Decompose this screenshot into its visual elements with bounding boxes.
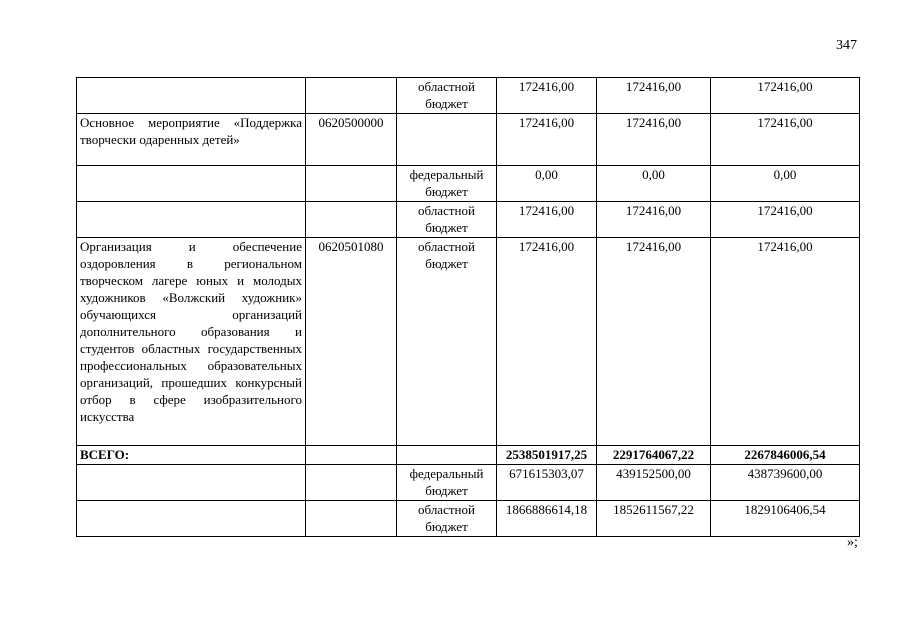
table-row-total	[77, 446, 860, 465]
row-value-3: 172416,00	[711, 78, 860, 114]
row-value-2: 0,00	[597, 166, 711, 202]
row-value-1: 1866886614,18	[497, 501, 597, 537]
row-funding-source: областной бюджет	[397, 202, 497, 238]
total-label: ВСЕГО:	[77, 446, 306, 465]
row-value-2: 172416,00	[597, 114, 711, 166]
table-row	[77, 78, 860, 114]
row-value-3: 0,00	[711, 166, 860, 202]
row-value-2: 172416,00	[597, 78, 711, 114]
row-value-2: 172416,00	[597, 202, 711, 238]
closing-quote: »;	[847, 535, 858, 550]
row-value-3: 1829106406,54	[711, 501, 860, 537]
row-value-2: 1852611567,22	[597, 501, 711, 537]
row-funding-source	[397, 114, 497, 166]
page-number: 347	[836, 38, 857, 53]
row-funding-source: федеральный бюджет	[397, 166, 497, 202]
row-code: 0620501080	[306, 238, 397, 446]
row-value-3: 438739600,00	[711, 465, 860, 501]
row-funding-source: федеральный бюджет	[397, 465, 497, 501]
row-value-1: 172416,00	[497, 202, 597, 238]
row-code	[306, 501, 397, 537]
row-code	[306, 446, 397, 465]
row-description: Основное мероприятие «Поддержка творчески одаренных детей»	[77, 114, 306, 166]
row-code	[306, 465, 397, 501]
row-value-1: 0,00	[497, 166, 597, 202]
row-funding-source: областной бюджет	[397, 238, 497, 446]
row-value-3: 172416,00	[711, 114, 860, 166]
row-value-2: 439152500,00	[597, 465, 711, 501]
table-row	[77, 166, 860, 202]
row-description	[77, 166, 306, 202]
row-value-2: 172416,00	[597, 238, 711, 446]
row-code: 0620500000	[306, 114, 397, 166]
row-value-1: 671615303,07	[497, 465, 597, 501]
row-funding-source	[397, 446, 497, 465]
row-value-1: 172416,00	[497, 114, 597, 166]
table-row	[77, 202, 860, 238]
row-value-1: 172416,00	[497, 78, 597, 114]
budget-table	[76, 77, 860, 537]
total-value-2: 2291764067,22	[597, 446, 711, 465]
table-row	[77, 465, 860, 501]
row-funding-source: областной бюджет	[397, 501, 497, 537]
row-value-1: 172416,00	[497, 238, 597, 446]
row-funding-source: областной бюджет	[397, 78, 497, 114]
total-value-1: 2538501917,25	[497, 446, 597, 465]
table-row	[77, 238, 860, 446]
row-description	[77, 202, 306, 238]
total-value-3: 2267846006,54	[711, 446, 860, 465]
row-description	[77, 465, 306, 501]
row-code	[306, 202, 397, 238]
row-code	[306, 78, 397, 114]
row-description	[77, 78, 306, 114]
row-description	[77, 501, 306, 537]
row-value-3: 172416,00	[711, 238, 860, 446]
row-value-3: 172416,00	[711, 202, 860, 238]
table-row	[77, 501, 860, 537]
table-row	[77, 114, 860, 166]
row-description: Организация и обеспечение оздоровления в региональном творческом лагере юных и молодых художников «Волжский художник» обучающихся организаций дополнительного образования и студентов областных государственных профессиональных образовательных организаций, прошедших конкурсный отбор в сфере изобразительного искусства	[77, 238, 306, 446]
row-code	[306, 166, 397, 202]
